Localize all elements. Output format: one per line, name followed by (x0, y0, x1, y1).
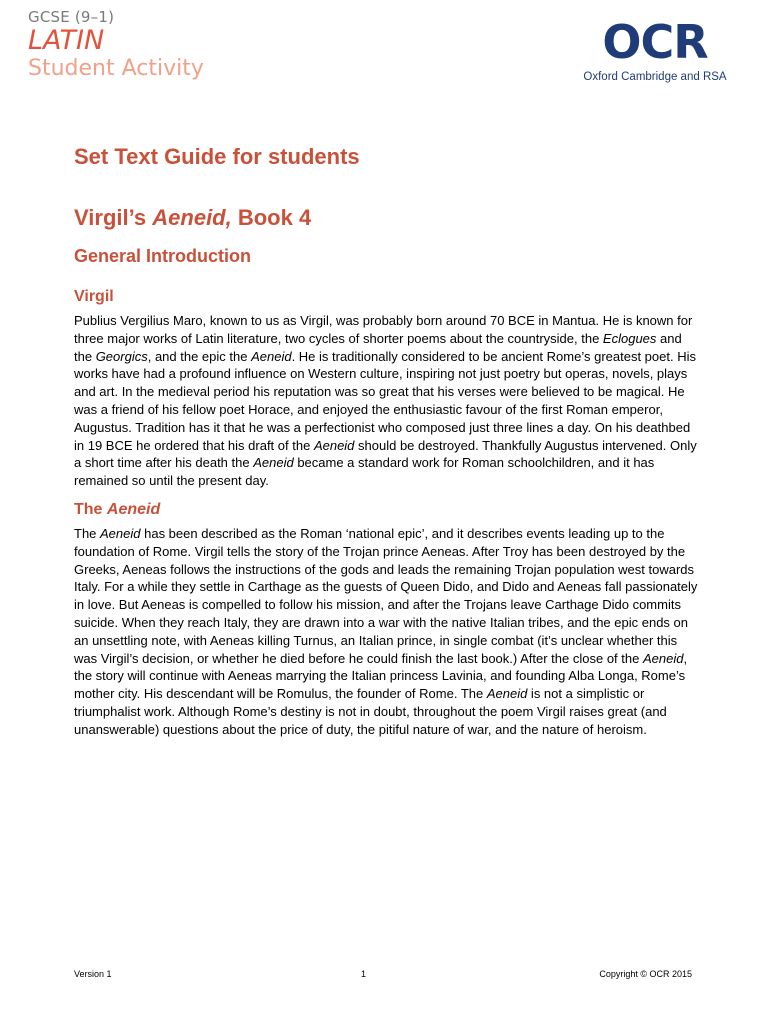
text-run: Publius Vergilius Maro, known to us as Virgil, was probably born around 70 BCE in Mantua. He is known for three major works of Latin literature, two cycles of shorter poems about the countryside, the (74, 313, 693, 346)
document-title (74, 203, 698, 233)
document-body (74, 142, 698, 739)
copyright-label: Copyright © OCR 2015 (599, 969, 692, 979)
section-heading-text: Virgil (74, 288, 114, 305)
italic-work-title: Aeneid (642, 650, 684, 666)
guide-title: Set Text Guide for students (74, 144, 360, 169)
text-run: should be destroyed. Thankfully Augustus intervened. Only a short time after his death the (74, 437, 697, 471)
text-run: , and the epic the (147, 348, 252, 364)
title-prefix: Virgil’s (74, 205, 153, 230)
text-run: , the story will continue with Aeneas marrying the Italian princess Lavinia, and founding Alba Longa, Rome’s mother city. His descendant will be Romulus, the founder of Rome. The (74, 650, 688, 702)
paragraph-aeneid (74, 525, 698, 739)
section-heading-virgil (74, 286, 698, 308)
paragraph-virgil (74, 312, 698, 490)
intro-heading: General Introduction (74, 246, 252, 266)
ocr-logo (572, 15, 738, 88)
italic-work-title: Aeneid (486, 686, 528, 702)
italic-work-title: Aeneid (253, 455, 294, 471)
text-run: has been described as the Roman ‘national epic’, and it describes events leading up to the foundation of Rome. Virgil tells the story of the Trojan prince Aeneas. After Troy has been destroyed by the Greeks, Aeneas follows the instructions of the gods and leads the remaining Trojan population west towards Italy. For a while they settle in Carthage as the guests of Queen Dido, and Dido and Aeneas fall passionately in love. But Aeneas is compelled to follow his mission, and after the Trojans leave Carthage Dido commits suicide. When they reach Italy, they are drawn into a war with the native Italian tribes, and the epic ends on an unsettling note, with Aeneas killing Turnus, an Italian prince, in single combat (it’s unclear whether this was Virgil’s decision, or whether he died before he could finish the last book.) After the close of the (74, 525, 698, 666)
title-work: Aeneid, (152, 205, 232, 230)
qualification-block (28, 8, 204, 83)
text-run: The (74, 525, 101, 541)
section-heading-italic: Aeneid (106, 500, 161, 518)
italic-work-title: Aeneid (100, 525, 141, 541)
logo-wordmark: OCR (602, 15, 708, 69)
activity-label: Student Activity (28, 56, 204, 81)
italic-work-title: Eclogues (602, 330, 657, 346)
section-heading-text: The (74, 500, 107, 518)
page-number: 1 (361, 969, 367, 979)
italic-work-title: Aeneid (251, 348, 292, 364)
document-header (0, 0, 768, 100)
text-run: and the (74, 330, 682, 364)
logo-tagline: Oxford Cambridge and RSA (583, 71, 727, 83)
italic-work-title: Aeneid (313, 437, 355, 453)
title-suffix: Book 4 (231, 205, 312, 230)
subject-label: LATIN (28, 25, 105, 56)
qualification-label: GCSE (9–1) (28, 8, 115, 26)
text-run: became a standard work for Roman schoolchildren, and it has remained so until the present day. (74, 455, 655, 489)
text-run: . He is traditionally considered to be ancient Rome’s greatest poet. His works have had a profound influence on Western culture, inspiring not just poetry but operas, novels, plays and art. In the medieval period his reputation was so great that his verses were believed to be magical. He was a friend of his fellow poet Horace, and enjoyed the enthusiastic favour of the first Roman emperor, Augustus. Tradition has it that he was a perfectionist who composed just three lines a day. On his deathbed in 19 BCE he ordered that his draft of the (74, 348, 696, 453)
italic-work-title: Georgics (95, 348, 148, 364)
version-label: Version 1 (74, 969, 112, 979)
section-heading-aeneid (74, 499, 698, 521)
page-footer (74, 969, 692, 983)
text-run: is not a simplistic or triumphalist work. Although Rome’s destiny is not in doubt, throughout the poem Virgil raises great (and unanswerable) questions about the price of duty, the pitiful nature of war, and the nature of heroism. (74, 686, 667, 737)
